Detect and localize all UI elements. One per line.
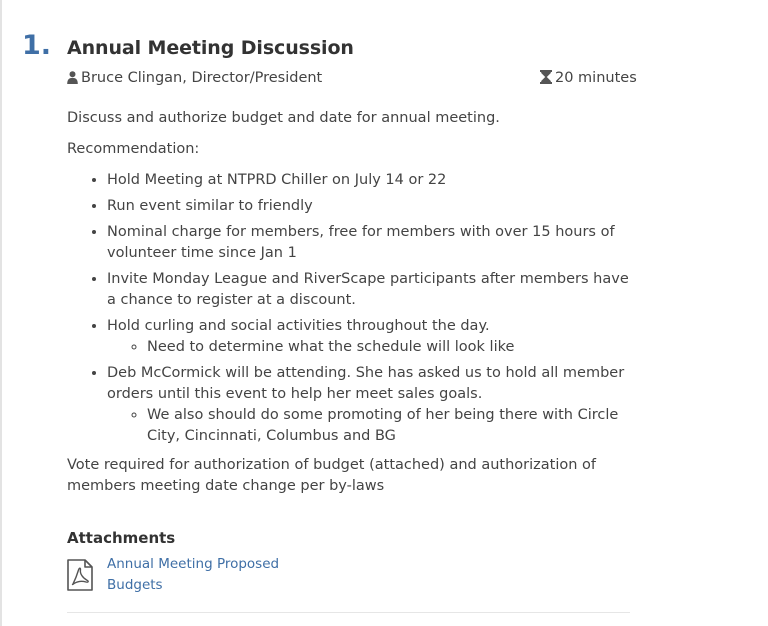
list-item-text: Deb McCormick will be attending. She has asked us to hold all member orders until this event to help her meet sales goals. [107,365,625,402]
list-item-text: Hold curling and social activities throughout the day. [107,318,490,334]
agenda-item-number: 1. [22,30,52,61]
sub-list-item: ◦ We also should do some promoting of her being there with Circle City, Cincinnati, Columbus and BG [147,405,637,447]
list-item: • Hold Meeting at NTPRD Chiller on July 14 or 22 [107,170,637,191]
list-item [107,316,637,358]
pdf-file-icon[interactable] [67,559,93,591]
duration [540,68,637,88]
attachments-heading: Attachments [67,529,176,547]
sub-list-item: ◦ Need to determine what the schedule will look like [147,337,637,358]
vote-note: Vote required for authorization of budget (attached) and authorization of members meeting date change per by-laws [67,457,596,494]
sub-list [107,337,637,358]
sub-list [107,405,637,447]
hourglass-icon [540,70,552,84]
agenda-item-description [67,108,637,507]
attachment-item[interactable] [67,556,367,598]
divider [67,612,630,613]
recommendation-label: Recommendation: [67,141,200,157]
recommendation-list [67,170,637,447]
presenter-name: Bruce Clingan, Director/President [81,70,323,86]
presenter [67,68,322,88]
attachment-link[interactable]: Annual Meeting Proposed Budgets [107,556,280,593]
list-item: • Invite Monday League and RiverScape participants after members have a chance to register at a discount. [107,269,637,311]
list-item: • Run event similar to friendly [107,196,637,217]
agenda-item-meta [67,68,637,90]
user-icon [67,71,78,84]
agenda-item-title: Annual Meeting Discussion [67,37,354,59]
list-item [107,363,637,447]
intro-text: Discuss and authorize budget and date for annual meeting. [67,110,500,126]
list-item: • Nominal charge for members, free for members with over 15 hours of volunteer time since Jan 1 [107,222,637,264]
duration-text: 20 minutes [555,70,637,86]
